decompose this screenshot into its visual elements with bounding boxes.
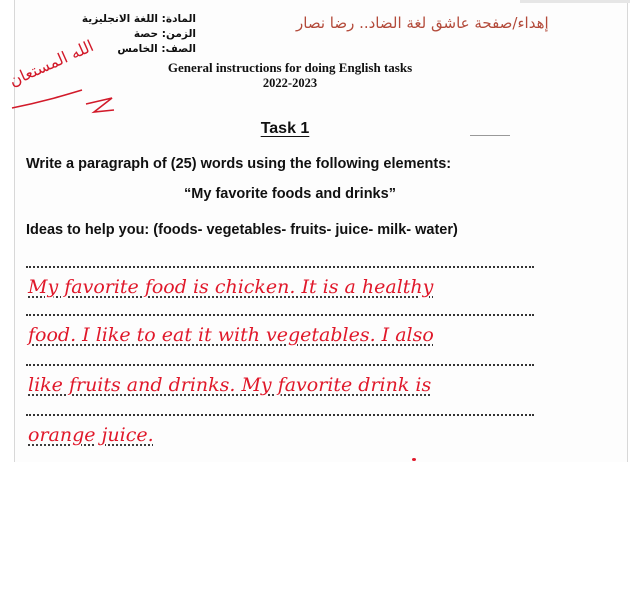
stamp-caption: الله المستعان	[6, 36, 97, 91]
handwritten-line-1: My favorite food is chicken. It is a healthy	[28, 276, 434, 298]
writing-line	[26, 414, 534, 416]
subject-label: المادة: اللغة الانجليزية	[81, 13, 196, 25]
handwritten-line-2: food. I like to eat it with vegetables. I also	[28, 324, 434, 346]
ink-dot	[412, 458, 416, 461]
header-year: 2022-2023	[262, 76, 318, 90]
task-title: Task 1	[260, 120, 310, 137]
task-topic: “My favorite foods and drinks”	[184, 186, 396, 202]
time-label: الزمن: حصة	[133, 28, 196, 40]
grade-label: الصف: الخامس	[117, 43, 196, 55]
dedication-text: إهداء/صفحة عاشق لغة الضاد.. رضا نصار	[296, 14, 549, 32]
writing-line	[26, 266, 534, 268]
blank-area	[0, 462, 639, 610]
task-instruction: Write a paragraph of (25) words using the following elements:	[26, 156, 452, 172]
scan-edge-mark	[520, 0, 630, 6]
writing-line	[26, 364, 534, 366]
handwritten-line-4: orange juice.	[28, 424, 154, 446]
writing-line	[26, 314, 534, 316]
task-rule	[470, 135, 510, 136]
task-ideas: Ideas to help you: (foods- vegetables- fruits- juice- milk- water)	[26, 222, 458, 238]
header-title: General instructions for doing English tasks	[167, 60, 413, 75]
handwritten-line-3: like fruits and drinks. My favorite drink is	[28, 374, 432, 396]
